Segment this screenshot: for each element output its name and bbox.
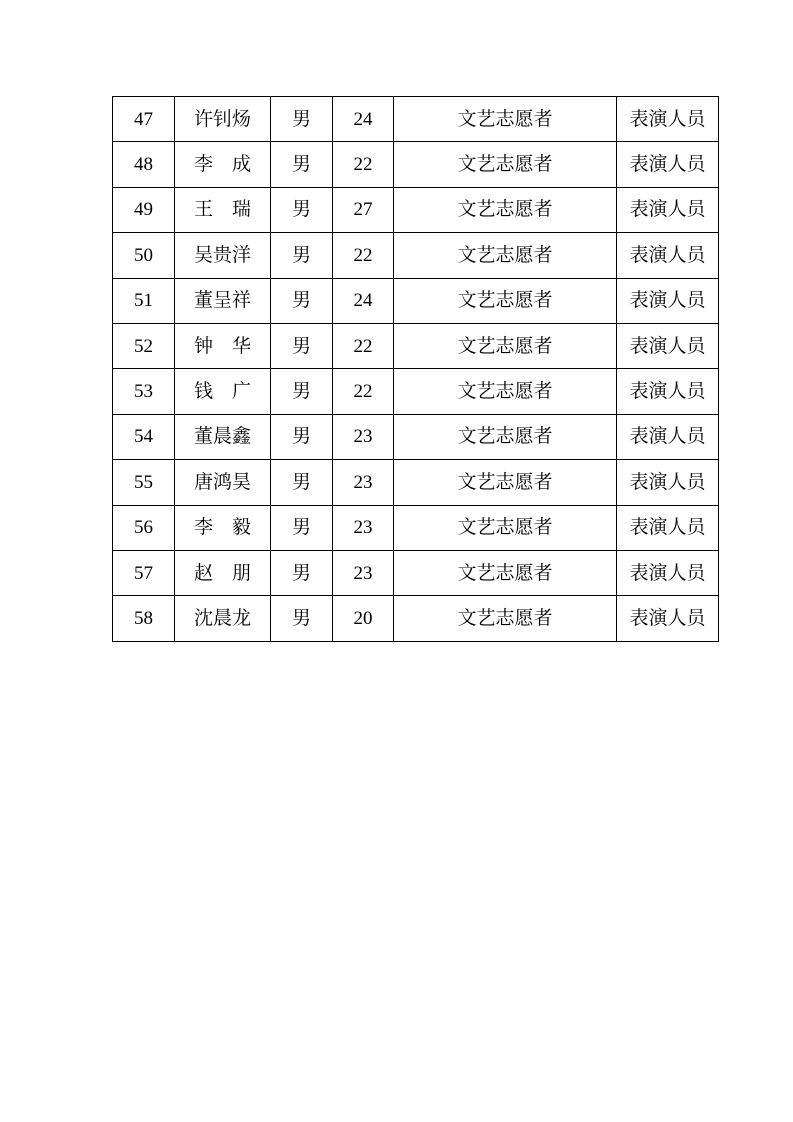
age-cell: 23 (333, 505, 394, 550)
role-cell: 文艺志愿者 (394, 187, 617, 232)
gender-cell: 男 (271, 460, 333, 505)
table-row (113, 97, 719, 142)
position-cell: 表演人员 (617, 414, 719, 459)
position-cell: 表演人员 (617, 596, 719, 641)
position-cell: 表演人员 (617, 278, 719, 323)
age-cell: 22 (333, 233, 394, 278)
name-cell: 赵 朋 (175, 550, 271, 595)
name-cell: 钱 广 (175, 369, 271, 414)
role-cell: 文艺志愿者 (394, 278, 617, 323)
row-number-cell: 48 (113, 142, 175, 187)
gender-cell: 男 (271, 414, 333, 459)
name-cell: 李 成 (175, 142, 271, 187)
table-row (113, 323, 719, 368)
row-number-cell: 52 (113, 323, 175, 368)
name-cell: 董呈祥 (175, 278, 271, 323)
table-row (113, 233, 719, 278)
row-number-cell: 47 (113, 97, 175, 142)
position-cell: 表演人员 (617, 550, 719, 595)
name-cell: 李 毅 (175, 505, 271, 550)
position-cell: 表演人员 (617, 505, 719, 550)
name-cell: 许钊炀 (175, 97, 271, 142)
role-cell: 文艺志愿者 (394, 369, 617, 414)
row-number-cell: 58 (113, 596, 175, 641)
age-cell: 27 (333, 187, 394, 232)
table-row (113, 278, 719, 323)
row-number-cell: 54 (113, 414, 175, 459)
gender-cell: 男 (271, 97, 333, 142)
age-cell: 22 (333, 142, 394, 187)
row-number-cell: 53 (113, 369, 175, 414)
table-row (113, 187, 719, 232)
row-number-cell: 51 (113, 278, 175, 323)
position-cell: 表演人员 (617, 187, 719, 232)
table-row (113, 460, 719, 505)
name-cell: 吴贵洋 (175, 233, 271, 278)
position-cell: 表演人员 (617, 233, 719, 278)
name-cell: 唐鸿昊 (175, 460, 271, 505)
role-cell: 文艺志愿者 (394, 505, 617, 550)
name-cell: 沈晨龙 (175, 596, 271, 641)
roster-body (113, 97, 719, 642)
row-number-cell: 57 (113, 550, 175, 595)
age-cell: 23 (333, 414, 394, 459)
role-cell: 文艺志愿者 (394, 97, 617, 142)
name-cell: 王 瑞 (175, 187, 271, 232)
table-row (113, 414, 719, 459)
age-cell: 24 (333, 97, 394, 142)
gender-cell: 男 (271, 142, 333, 187)
age-cell: 20 (333, 596, 394, 641)
volunteer-roster-table (112, 96, 719, 642)
role-cell: 文艺志愿者 (394, 414, 617, 459)
position-cell: 表演人员 (617, 460, 719, 505)
row-number-cell: 50 (113, 233, 175, 278)
position-cell: 表演人员 (617, 323, 719, 368)
gender-cell: 男 (271, 278, 333, 323)
name-cell: 董晨鑫 (175, 414, 271, 459)
age-cell: 23 (333, 550, 394, 595)
gender-cell: 男 (271, 233, 333, 278)
row-number-cell: 49 (113, 187, 175, 232)
gender-cell: 男 (271, 369, 333, 414)
table-row (113, 369, 719, 414)
gender-cell: 男 (271, 505, 333, 550)
age-cell: 23 (333, 460, 394, 505)
role-cell: 文艺志愿者 (394, 233, 617, 278)
gender-cell: 男 (271, 187, 333, 232)
role-cell: 文艺志愿者 (394, 460, 617, 505)
gender-cell: 男 (271, 550, 333, 595)
age-cell: 22 (333, 369, 394, 414)
position-cell: 表演人员 (617, 142, 719, 187)
table-row (113, 550, 719, 595)
age-cell: 24 (333, 278, 394, 323)
role-cell: 文艺志愿者 (394, 142, 617, 187)
position-cell: 表演人员 (617, 97, 719, 142)
role-cell: 文艺志愿者 (394, 323, 617, 368)
gender-cell: 男 (271, 596, 333, 641)
position-cell: 表演人员 (617, 369, 719, 414)
row-number-cell: 56 (113, 505, 175, 550)
gender-cell: 男 (271, 323, 333, 368)
row-number-cell: 55 (113, 460, 175, 505)
table-row (113, 142, 719, 187)
table-row (113, 596, 719, 641)
age-cell: 22 (333, 323, 394, 368)
name-cell: 钟 华 (175, 323, 271, 368)
role-cell: 文艺志愿者 (394, 550, 617, 595)
table-row (113, 505, 719, 550)
role-cell: 文艺志愿者 (394, 596, 617, 641)
